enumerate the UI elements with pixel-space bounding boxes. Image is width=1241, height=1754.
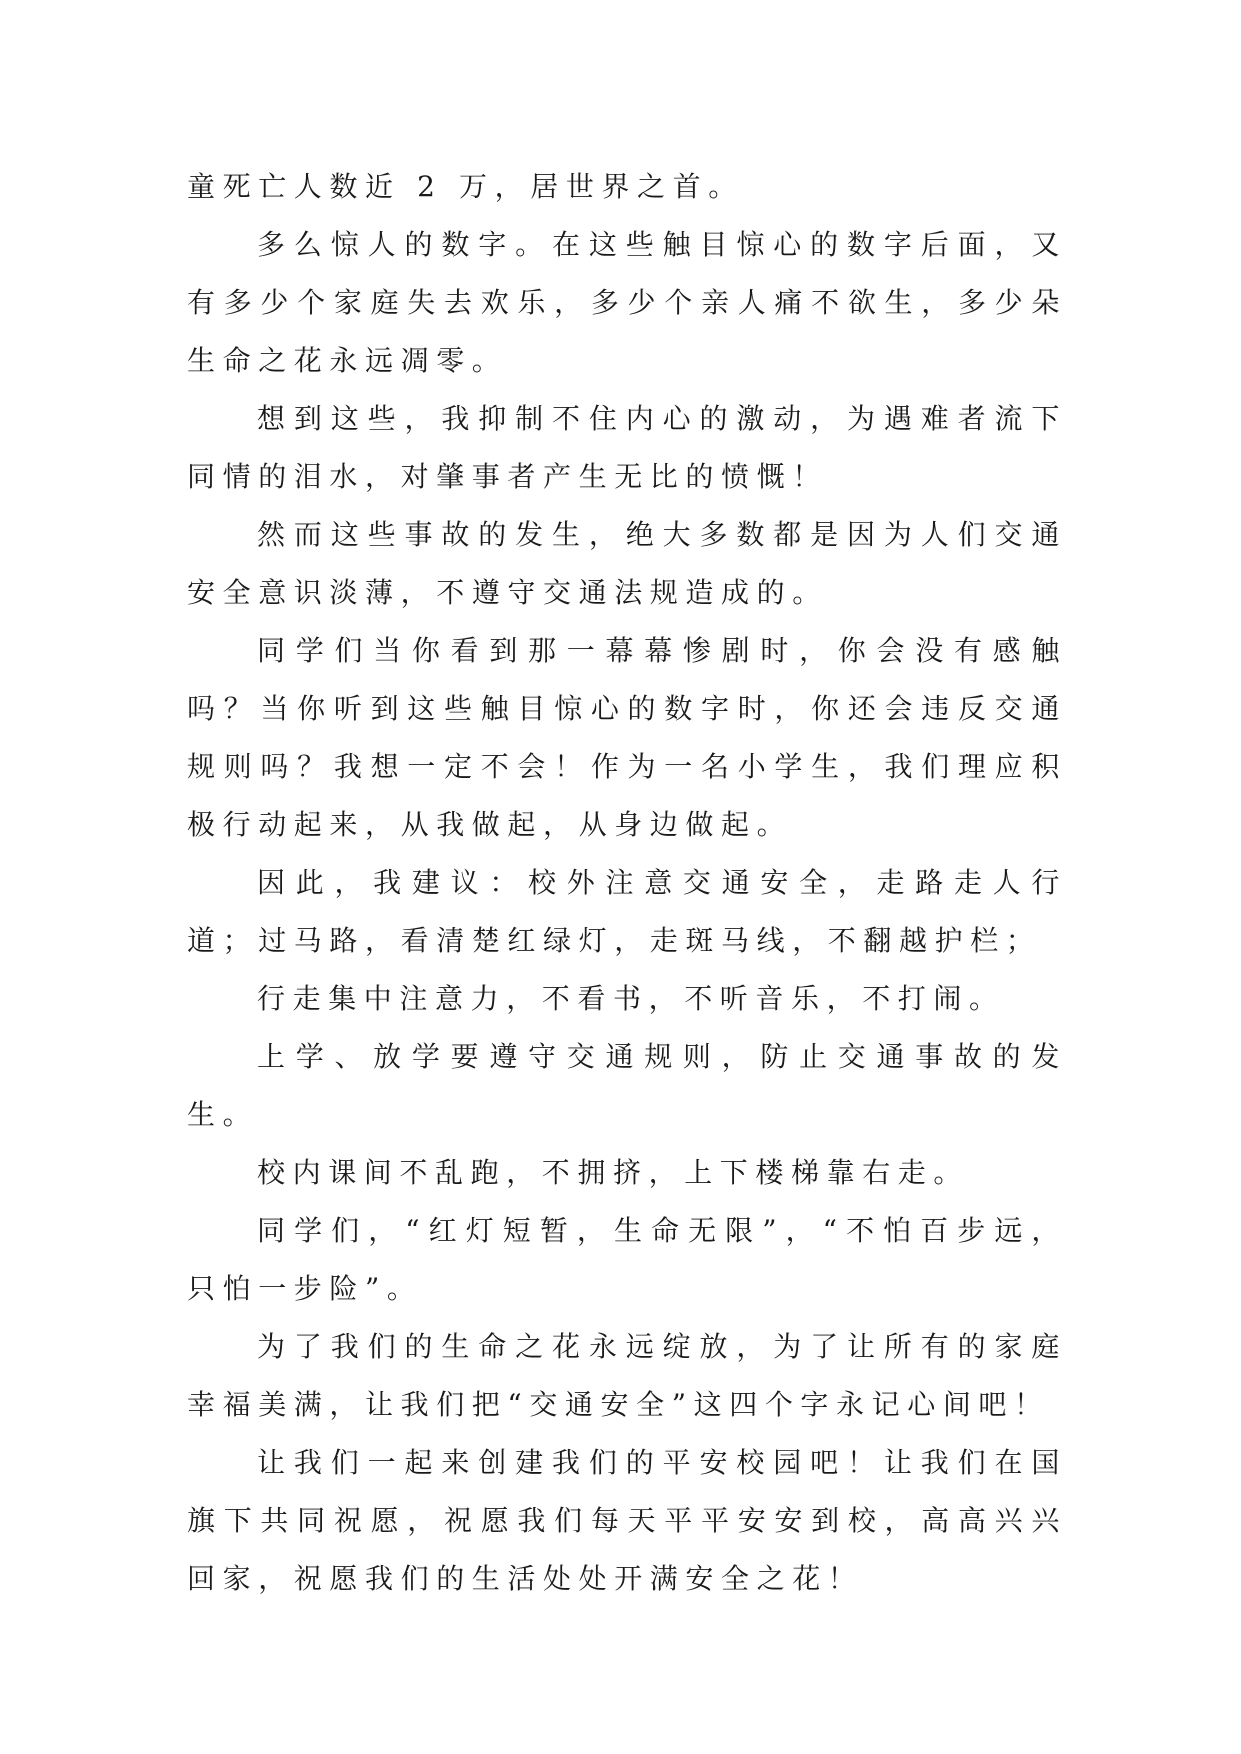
- paragraph: 同学们，“红灯短暂，生命无限”，“不怕百步远，只怕一步险”。: [187, 1214, 1067, 1305]
- paragraph: 让我们一起来创建我们的平安校园吧！让我们在国旗下共同祝愿，祝愿我们每天平平安安到校，高高兴兴回家，祝愿我们的生活处处开满安全之花！: [187, 1446, 1067, 1595]
- document-body: [187, 158, 1067, 1608]
- paragraph: 然而这些事故的发生，绝大多数都是因为人们交通安全意识淡薄，不遵守交通法规造成的。: [187, 518, 1067, 609]
- paragraph: 同学们当你看到那一幕幕惨剧时，你会没有感触吗？当你听到这些触目惊心的数字时，你还会违反交通规则吗？我想一定不会！作为一名小学生，我们理应积极行动起来，从我做起，从身边做起。: [187, 634, 1067, 841]
- paragraph: 多么惊人的数字。在这些触目惊心的数字后面，又有多少个家庭失去欢乐，多少个亲人痛不欲生，多少朵生命之花永远凋零。: [187, 228, 1067, 377]
- paragraph: 因此，我建议：校外注意交通安全，走路走人行道；过马路，看清楚红绿灯，走斑马线，不翻越护栏；: [187, 866, 1067, 957]
- paragraph: 为了我们的生命之花永远绽放，为了让所有的家庭幸福美满，让我们把“交通安全”这四个字永记心间吧！: [187, 1330, 1067, 1421]
- paragraph: 校内课间不乱跑，不拥挤，上下楼梯靠右走。: [257, 1156, 970, 1189]
- paragraph: 想到这些，我抑制不住内心的激动，为遇难者流下同情的泪水，对肇事者产生无比的愤慨！: [187, 402, 1067, 493]
- paragraph: 童死亡人数近 2 万，居世界之首。: [187, 170, 744, 203]
- paragraph: 上学、放学要遵守交通规则，防止交通事故的发生。: [187, 1040, 1067, 1131]
- paragraph: 行走集中注意力，不看书，不听音乐，不打闹。: [257, 982, 1005, 1015]
